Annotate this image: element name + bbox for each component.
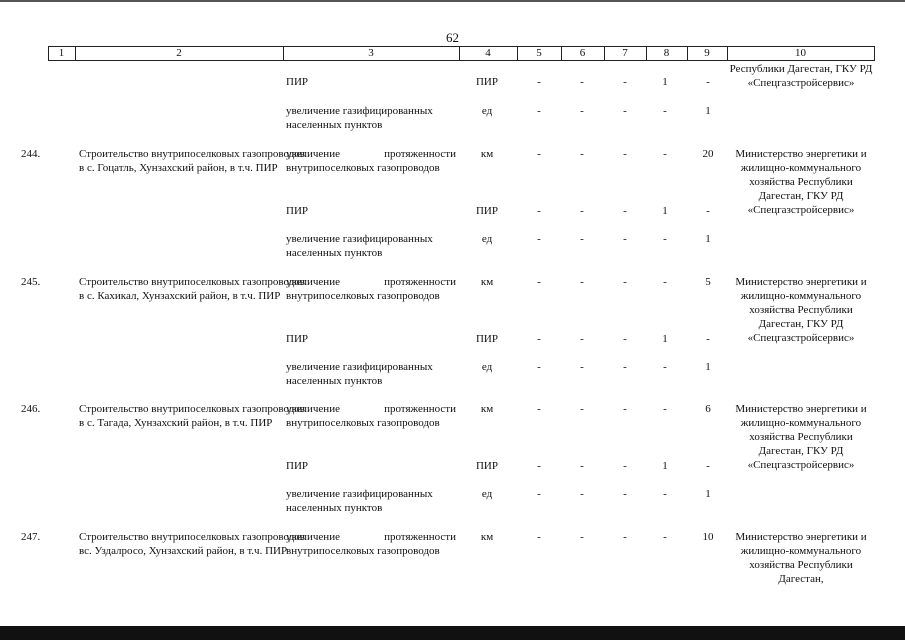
unit-cell: км <box>480 403 494 415</box>
header-divider <box>874 47 875 60</box>
value-cell-6: - <box>580 488 584 500</box>
entry-title-text: Строительство внутрипоселковых газопроводов в с. Гоцатль, Хунзахский район, в т.ч. ПИР <box>79 148 306 174</box>
indicator-cell: ПИР <box>286 76 309 88</box>
value-cell-6: - <box>580 233 584 245</box>
executor-text: Республики Дагестан, ГКУ РД «Спецгазстройсервис» <box>729 63 873 89</box>
value-cell-7: - <box>623 531 627 543</box>
entry-number: 246. <box>21 403 41 415</box>
value-cell-8: 1 <box>662 76 668 88</box>
indicator-cell: увеличение протяженности внутрипоселковых газопроводов <box>286 148 456 174</box>
value-cell-9: 5 <box>705 276 711 288</box>
value-cell-5: - <box>537 76 541 88</box>
value-cell-9: 20 <box>702 148 714 160</box>
value-cell-8: - <box>663 105 667 117</box>
unit-cell: ед <box>481 488 493 500</box>
entry-title-text: Строительство внутрипоселковых газопроводов в с. Кахикал, Хунзахский район, в т.ч. ПИР <box>79 276 306 302</box>
entry-number: 247. <box>21 531 41 543</box>
entry-title <box>21 147 306 175</box>
value-cell-9: 6 <box>705 403 711 415</box>
value-cell-5: - <box>537 233 541 245</box>
unit-cell: ед <box>481 105 493 117</box>
value-cell-8: - <box>663 361 667 373</box>
unit-cell: км <box>480 148 494 160</box>
header-col-2: 2 <box>176 47 182 59</box>
header-col-3: 3 <box>368 47 374 59</box>
entry-title <box>21 530 306 558</box>
entry-number: 244. <box>21 148 41 160</box>
value-cell-8: - <box>663 403 667 415</box>
value-cell-5: - <box>537 361 541 373</box>
value-cell-5: - <box>537 148 541 160</box>
value-cell-7: - <box>623 488 627 500</box>
value-cell-7: - <box>623 233 627 245</box>
scan-edge-top <box>0 0 905 2</box>
header-col-6: 6 <box>579 47 586 59</box>
indicator-cell: увеличение протяженности внутрипоселковых газопроводов <box>286 276 456 302</box>
value-cell-8: - <box>663 233 667 245</box>
value-cell-8: 1 <box>662 205 668 217</box>
header-col-9: 9 <box>704 47 710 59</box>
indicator-cell: увеличение газифицированных населенных пунктов <box>286 488 433 514</box>
header-col-5: 5 <box>536 47 542 59</box>
value-cell-6: - <box>580 276 584 288</box>
value-cell-6: - <box>580 531 584 543</box>
header-col-7: 7 <box>622 47 628 59</box>
value-cell-5: - <box>537 460 541 472</box>
header-col-1: 1 <box>58 47 65 59</box>
entry-title-text: Строительство внутрипоселковых газопроводов в с. Тагада, Хунзахский район, в т.ч. ПИР <box>79 403 306 429</box>
value-cell-5: - <box>537 488 541 500</box>
unit-cell: км <box>480 276 494 288</box>
indicator-cell: увеличение газифицированных населенных пунктов <box>286 105 433 131</box>
value-cell-9: - <box>706 333 710 345</box>
value-cell-8: 1 <box>662 460 668 472</box>
unit-cell: ПИР <box>475 333 498 345</box>
unit-cell: км <box>480 531 494 543</box>
value-cell-8: - <box>663 148 667 160</box>
value-cell-5: - <box>537 403 541 415</box>
value-cell-5: - <box>537 531 541 543</box>
value-cell-7: - <box>623 276 627 288</box>
value-cell-9: 1 <box>705 105 711 117</box>
indicator-cell: увеличение протяженности внутрипоселковых газопроводов <box>286 531 456 557</box>
value-cell-8: - <box>663 531 667 543</box>
value-cell-9: - <box>706 205 710 217</box>
value-cell-6: - <box>580 76 584 88</box>
executor-text: Министерство энергетики и жилищно-коммунального хозяйства Республики Дагестан, ГКУ РД «Спецгазстройсервис» <box>735 276 867 344</box>
unit-cell: ПИР <box>475 460 498 472</box>
executor-text: Министерство энергетики и жилищно-коммунального хозяйства Республики Дагестан, ГКУ РД «Спецгазстройсервис» <box>735 403 867 471</box>
unit-cell: ПИР <box>475 76 498 88</box>
value-cell-8: - <box>663 276 667 288</box>
value-cell-9: 1 <box>705 233 711 245</box>
indicator-cell: ПИР <box>286 205 309 217</box>
value-cell-9: 10 <box>702 531 714 543</box>
value-cell-9: - <box>706 460 710 472</box>
value-cell-9: - <box>706 76 710 88</box>
indicator-cell: увеличение газифицированных населенных пунктов <box>286 233 433 259</box>
value-cell-6: - <box>580 105 584 117</box>
value-cell-9: 1 <box>705 361 711 373</box>
entry-title <box>21 275 306 303</box>
value-cell-5: - <box>537 205 541 217</box>
value-cell-7: - <box>623 148 627 160</box>
value-cell-6: - <box>580 333 584 345</box>
value-cell-5: - <box>537 105 541 117</box>
executor-text: Министерство энергетики и жилищно-коммунального хозяйства Республики Дагестан, <box>735 531 867 585</box>
value-cell-7: - <box>623 205 627 217</box>
value-cell-7: - <box>623 105 627 117</box>
value-cell-7: - <box>623 403 627 415</box>
value-cell-6: - <box>580 361 584 373</box>
page-number: 62 <box>446 30 459 45</box>
entry-number: 245. <box>21 276 41 288</box>
header-col-8: 8 <box>663 47 670 59</box>
indicator-cell: увеличение протяженности внутрипоселковых газопроводов <box>286 403 456 429</box>
value-cell-7: - <box>623 333 627 345</box>
unit-cell: ПИР <box>475 205 498 217</box>
indicator-cell: ПИР <box>286 460 309 472</box>
unit-cell: ед <box>481 233 493 245</box>
header-bottom-border <box>48 60 875 61</box>
indicator-cell: ПИР <box>286 333 309 345</box>
value-cell-5: - <box>537 276 541 288</box>
executor-text: Министерство энергетики и жилищно-коммунального хозяйства Республики Дагестан, ГКУ РД «Спецгазстройсервис» <box>735 148 867 216</box>
value-cell-6: - <box>580 460 584 472</box>
value-cell-7: - <box>623 460 627 472</box>
unit-cell: ед <box>481 361 493 373</box>
value-cell-7: - <box>623 76 627 88</box>
value-cell-6: - <box>580 403 584 415</box>
value-cell-6: - <box>580 205 584 217</box>
scan-edge-bottom <box>0 626 905 640</box>
value-cell-8: - <box>663 488 667 500</box>
value-cell-9: 1 <box>705 488 711 500</box>
value-cell-5: - <box>537 333 541 345</box>
value-cell-6: - <box>580 148 584 160</box>
indicator-cell: увеличение газифицированных населенных пунктов <box>286 361 433 387</box>
value-cell-8: 1 <box>662 333 668 345</box>
header-col-10: 10 <box>795 47 806 59</box>
value-cell-7: - <box>623 361 627 373</box>
header-col-4: 4 <box>485 47 491 59</box>
entry-title-text: Строительство внутрипоселковых газопроводов вс. Уздалросо, Хунзахский район, в т.ч. ПИР <box>79 531 306 557</box>
entry-title <box>21 402 306 430</box>
